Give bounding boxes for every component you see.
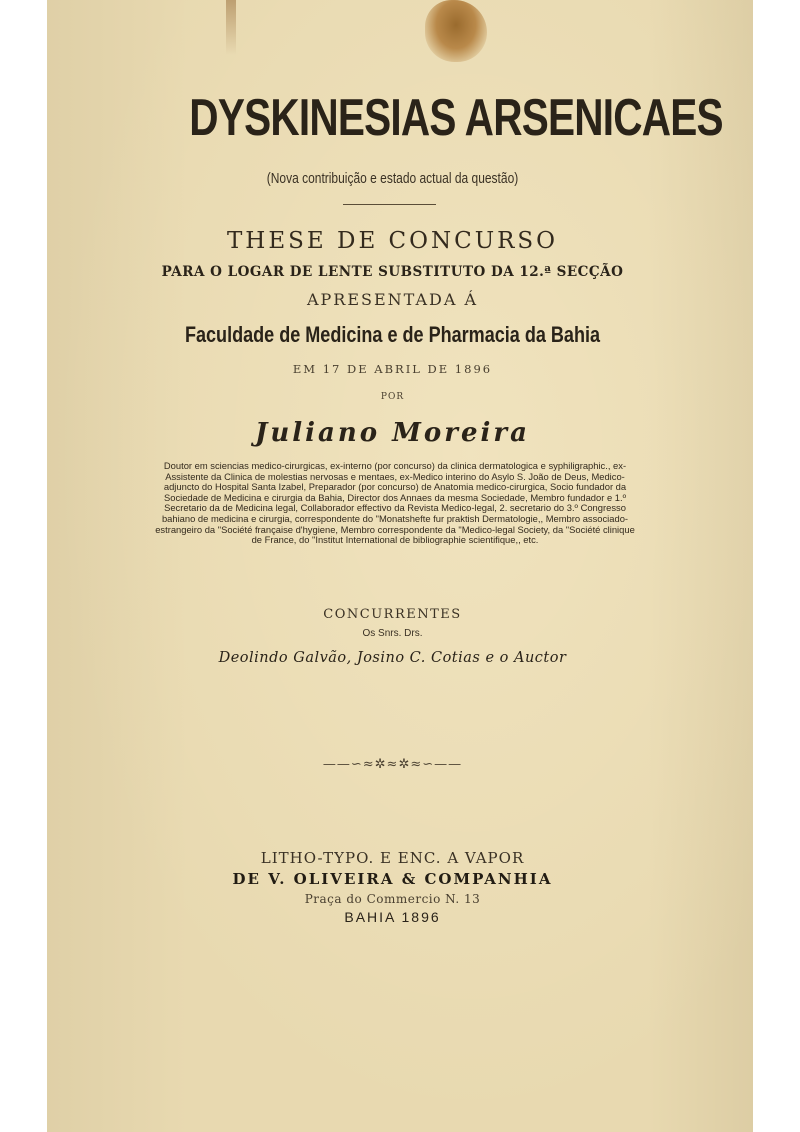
publisher-address: Praça do Commercio N. 13 [304, 892, 481, 906]
position-line: PARA O LOGAR DE LENTE SUBSTITUTO DA 12.ª SECÇÃO [161, 264, 624, 280]
author-name: Juliano Moreira [255, 418, 530, 448]
presented-to-line: APRESENTADA Á [306, 290, 479, 309]
competitors-salutation: Os Snrs. Drs. [362, 628, 423, 639]
by-line: POR [380, 392, 405, 402]
competitors-heading: CONCURRENTES [323, 607, 462, 622]
book-subtitle: (Nova contribuição e estado actual da questão) [266, 170, 519, 187]
author-credentials: Doutor em sciencias medico-cirurgicas, ex-interno (por concurso) da clinica dermatologica e syphiligraphic., ex-Assistente da Clinica de molestias nervosas e mentaes, ex-Medico interino do Asylo S. João de Deus, Medico-adjuncto do Hospital Santa Izabel, Preparador (por concurso) de Anatomia medico-cirurgica, Socio fundador da Sociedade de Medicina e cirurgia da Bahia, Director dos Annaes da mesma Sociedade, Membro fundador e 1.º Secretario da de Medicina legal, Collaborador effectivo da Revista Medico-legal, 2. secretario do 3.º Congresso bahiano de medicina e cirurgia, correspondente do "Monatshefte fur praktish Dermatologie,, Membro associado-estrangeiro da "Société française d'hygiene, Membro correspondente da "Medico-legal Society, da "Société clinique de France, do "Institut International de bibliographie scientifique,, etc. [155, 460, 635, 546]
publisher-name: DE V. OLIVEIRA & COMPANHIA [232, 870, 553, 888]
printer-line: LITHO-TYPO. E ENC. A VAPOR [260, 849, 525, 867]
date-line: EM 17 DE ABRIL DE 1896 [292, 362, 493, 376]
book-title: DYSKINESIAS ARSENICAES [189, 89, 723, 147]
ornament-divider: ——∽≈✲≈✲≈∽—— [322, 757, 463, 772]
place-year: BAHIA 1896 [344, 909, 441, 925]
faculty-name: Faculdade de Medicina e de Pharmacia da Bahia [184, 322, 601, 347]
divider-rule [343, 204, 436, 205]
paper-stain [425, 0, 487, 62]
thesis-heading: THESE DE CONCURSO [226, 228, 559, 254]
competitors-names: Deolindo Galvão, Josino C. Cotias e o Auctor [218, 650, 567, 666]
paper-stain-streak [226, 0, 236, 55]
